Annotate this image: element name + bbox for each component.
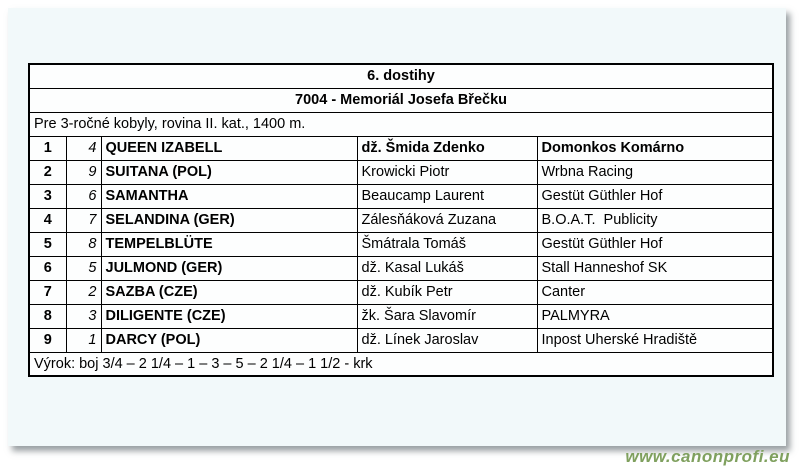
jockey-cell: dž. Línek Jaroslav xyxy=(357,328,537,352)
owner-cell: Gestüt Güthler Hof xyxy=(537,232,773,256)
horse-number-cell: 6 xyxy=(66,184,101,208)
result-row xyxy=(29,328,773,352)
race-results-table xyxy=(28,63,774,377)
owner-cell: Stall Hanneshof SK xyxy=(537,256,773,280)
jockey-cell: Šmátrala Tomáš xyxy=(357,232,537,256)
position-cell: 9 xyxy=(29,328,66,352)
watermark-url: www.canonprofi.eu xyxy=(625,447,790,466)
horse-name-cell: JULMOND (GER) xyxy=(101,256,357,280)
race-number-row xyxy=(29,64,773,88)
horse-name-cell: DARCY (POL) xyxy=(101,328,357,352)
position-cell: 4 xyxy=(29,208,66,232)
jockey-cell: dž. Kubík Petr xyxy=(357,280,537,304)
race-conditions-text: Pre 3-ročné kobyly, rovina II. kat., 1400 m. xyxy=(29,112,773,136)
position-cell: 1 xyxy=(29,136,66,160)
result-row xyxy=(29,256,773,280)
position-cell: 8 xyxy=(29,304,66,328)
verdict-row xyxy=(29,352,773,376)
position-cell: 2 xyxy=(29,160,66,184)
horse-number-cell: 4 xyxy=(66,136,101,160)
result-row xyxy=(29,232,773,256)
horse-number-cell: 9 xyxy=(66,160,101,184)
owner-cell: Domonkos Komárno xyxy=(537,136,773,160)
race-title-heading: 7004 - Memoriál Josefa Břečku xyxy=(29,88,773,112)
owner-cell: Gestüt Güthler Hof xyxy=(537,184,773,208)
position-cell: 7 xyxy=(29,280,66,304)
race-number-heading: 6. dostihy xyxy=(29,64,773,88)
result-row xyxy=(29,304,773,328)
document-page xyxy=(8,8,786,446)
horse-name-cell: SELANDINA (GER) xyxy=(101,208,357,232)
horse-number-cell: 3 xyxy=(66,304,101,328)
horse-name-cell: SAZBA (CZE) xyxy=(101,280,357,304)
result-row xyxy=(29,208,773,232)
horse-name-cell: SUITANA (POL) xyxy=(101,160,357,184)
horse-name-cell: TEMPELBLÜTE xyxy=(101,232,357,256)
horse-number-cell: 8 xyxy=(66,232,101,256)
horse-number-cell: 7 xyxy=(66,208,101,232)
result-row xyxy=(29,160,773,184)
owner-cell: Canter xyxy=(537,280,773,304)
jockey-cell: dž. Šmida Zdenko xyxy=(357,136,537,160)
result-row xyxy=(29,136,773,160)
verdict-text: Výrok: boj 3/4 – 2 1/4 – 1 – 3 – 5 – 2 1/4 – 1 1/2 - krk xyxy=(29,352,773,376)
result-row xyxy=(29,184,773,208)
horse-number-cell: 2 xyxy=(66,280,101,304)
position-cell: 3 xyxy=(29,184,66,208)
jockey-cell: Beaucamp Laurent xyxy=(357,184,537,208)
position-cell: 6 xyxy=(29,256,66,280)
owner-cell: PALMYRA xyxy=(537,304,773,328)
owner-cell: B.O.A.T. Publicity xyxy=(537,208,773,232)
result-row xyxy=(29,280,773,304)
horse-number-cell: 5 xyxy=(66,256,101,280)
owner-cell: Inpost Uherské Hradiště xyxy=(537,328,773,352)
horse-name-cell: QUEEN IZABELL xyxy=(101,136,357,160)
race-conditions-row xyxy=(29,112,773,136)
jockey-cell: žk. Šara Slavomír xyxy=(357,304,537,328)
horse-name-cell: DILIGENTE (CZE) xyxy=(101,304,357,328)
position-cell: 5 xyxy=(29,232,66,256)
jockey-cell: Zálesňáková Zuzana xyxy=(357,208,537,232)
horse-name-cell: SAMANTHA xyxy=(101,184,357,208)
jockey-cell: dž. Kasal Lukáš xyxy=(357,256,537,280)
horse-number-cell: 1 xyxy=(66,328,101,352)
jockey-cell: Krowicki Piotr xyxy=(357,160,537,184)
owner-cell: Wrbna Racing xyxy=(537,160,773,184)
race-title-row xyxy=(29,88,773,112)
